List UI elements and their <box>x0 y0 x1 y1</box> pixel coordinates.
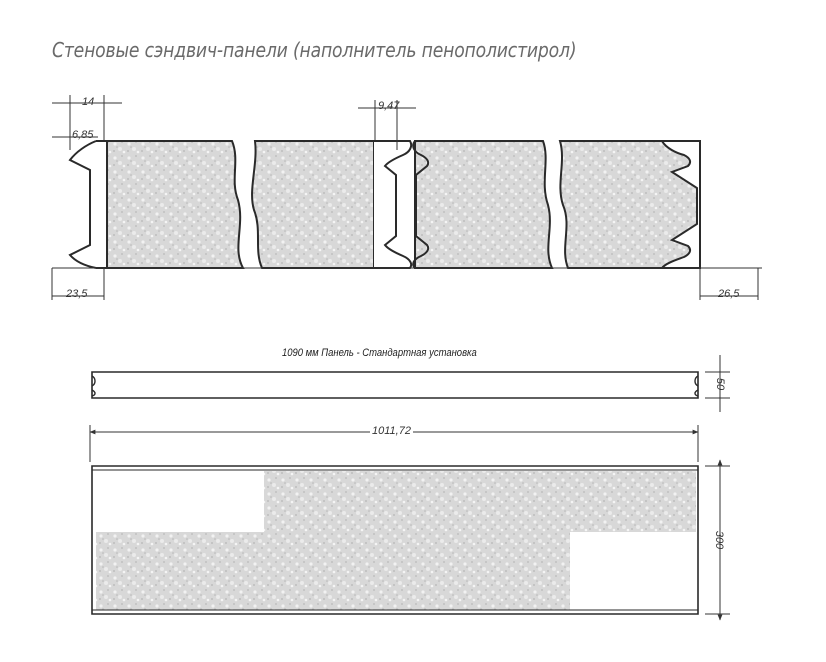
panel-section-1 <box>70 141 243 268</box>
panel-face-view <box>90 425 730 620</box>
page-title: Стеновые сэндвич-панели (наполнитель пенополистирол) <box>52 38 577 62</box>
panel-section-4 <box>560 141 700 268</box>
left-lock-profile <box>70 141 107 268</box>
elevation-caption: 1090 мм Панель - Стандартная установка <box>282 347 477 359</box>
dim-left-offset: 23,5 <box>66 288 88 300</box>
dim-lock-width: 14 <box>82 96 95 108</box>
panel-section-3 <box>413 141 552 268</box>
dim-lock-depth: 6,85 <box>72 129 94 141</box>
groove-profile-2 <box>374 141 411 268</box>
dim-length: 1011,72 <box>372 425 411 437</box>
dim-height: 300 <box>713 530 726 550</box>
panel-section-2 <box>252 141 411 268</box>
panel-edge-view <box>92 355 730 412</box>
dim-thickness: 50 <box>714 377 727 391</box>
dim-right-offset: 26,5 <box>718 288 740 300</box>
dim-groove-width: 9,47 <box>378 100 400 112</box>
